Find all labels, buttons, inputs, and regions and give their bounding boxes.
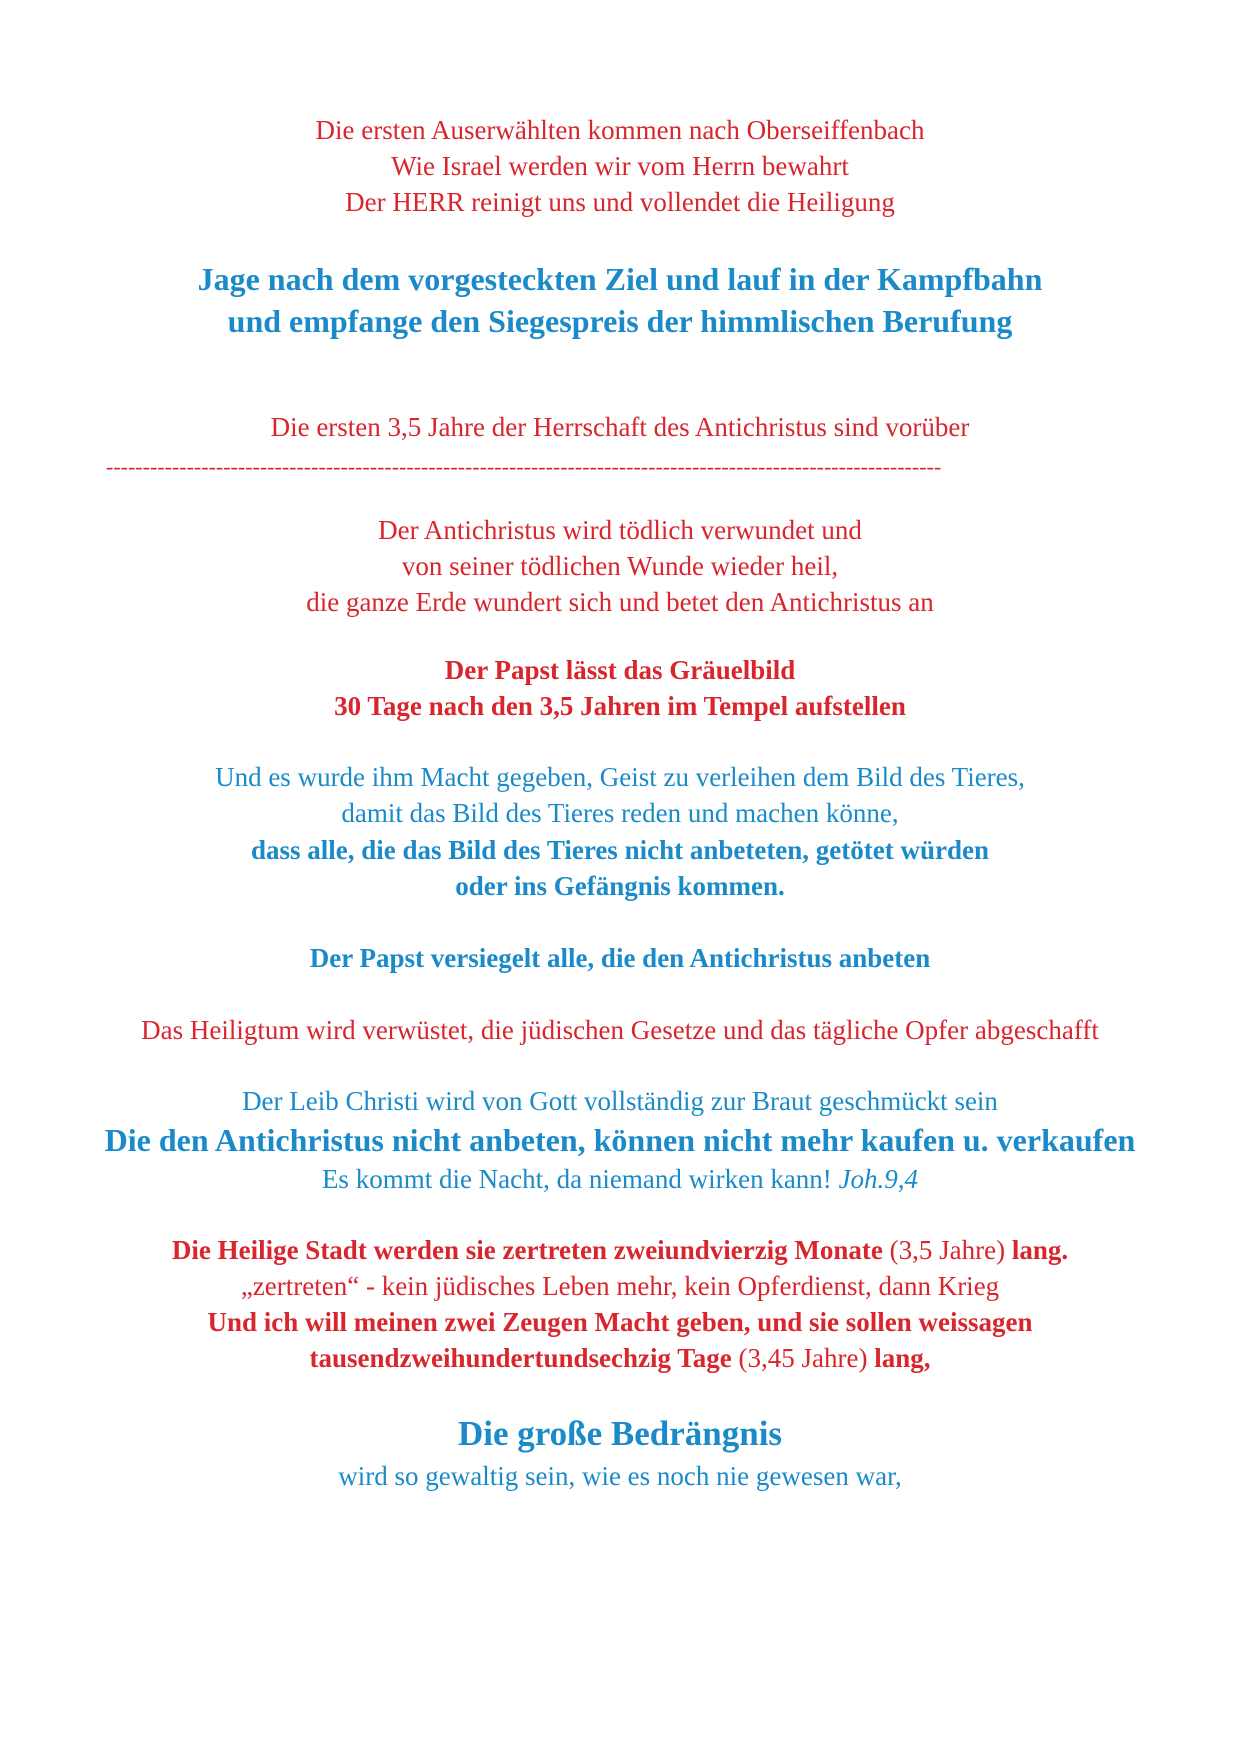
pope-image-line-1: Der Papst lässt das Gräuelbild (444, 655, 796, 685)
city-line-3: Und ich will meinen zwei Zeugen Macht geben, und sie sollen weissagen (207, 1307, 1033, 1337)
intro-line-2: Wie Israel werden wir vom Herrn bewahrt (391, 151, 849, 181)
wound-line-2: von seiner tödlichen Wunde wieder heil, (401, 551, 839, 581)
headline-line-2: und empfange den Siegespreis der himmlischen Berufung (227, 303, 1013, 339)
period-line: Die ersten 3,5 Jahre der Herrschaft des Antichristus sind vorüber (270, 412, 970, 442)
headline-line-1: Jage nach dem vorgesteckten Ziel und lauf in der Kampfbahn (197, 261, 1043, 297)
pope-image-line-2: 30 Tage nach den 3,5 Jahren im Tempel aufstellen (334, 691, 906, 721)
tribulation-line-1: wird so gewaltig sein, wie es noch nie gewesen war, (338, 1461, 902, 1491)
city-line-1-duration: (3,5 Jahre) (889, 1235, 1012, 1265)
intro-line-1: Die ersten Auserwählten kommen nach Oberseiffenbach (315, 115, 925, 145)
divider-line: ------------------------------------------------------------------------------------------------------------------ (106, 456, 942, 478)
city-line-2: „zertreten“ - kein jüdisches Leben mehr, kein Opferdienst, dann Krieg (240, 1271, 1000, 1301)
power-line-3: dass alle, die das Bild des Tieres nicht anbeteten, getötet würden (250, 835, 990, 865)
city-line-1-end: lang. (1011, 1235, 1069, 1265)
bride-line-3 (0, 1166, 1240, 1193)
city-line-4 (0, 1345, 1240, 1372)
city-line-1-text: Die Heilige Stadt werden sie zertreten zweiundvierzig Monate (171, 1235, 890, 1265)
bride-line-1: Der Leib Christi wird von Gott vollständig zur Braut geschmückt sein (242, 1086, 998, 1116)
bible-reference: Joh.9,4 (838, 1164, 919, 1194)
bride-line-2: Die den Antichristus nicht anbeten, können nicht mehr kaufen u. verkaufen (104, 1122, 1136, 1158)
intro-line-3: Der HERR reinigt uns und vollendet die Heiligung (345, 187, 895, 217)
city-line-4-duration: (3,45 Jahre) (738, 1343, 875, 1373)
power-line-2: damit das Bild des Tieres reden und machen könne, (341, 798, 899, 828)
seal-line: Der Papst versiegelt alle, die den Antichristus anbeten (309, 943, 931, 973)
city-line-1 (0, 1237, 1240, 1264)
sanctuary-line: Das Heiligtum wird verwüstet, die jüdischen Gesetze und das tägliche Opfer abgeschafft (141, 1015, 1099, 1045)
city-line-4-text: tausendzweihundertundsechzig Tage (309, 1343, 739, 1373)
bride-line-3-text: Es kommt die Nacht, da niemand wirken kann! (321, 1164, 839, 1194)
city-line-4-end: lang, (874, 1343, 931, 1373)
tribulation-title: Die große Bedrängnis (457, 1414, 783, 1453)
wound-line-3: die ganze Erde wundert sich und betet den Antichristus an (306, 587, 934, 617)
power-line-4: oder ins Gefängnis kommen. (455, 871, 785, 901)
wound-line-1: Der Antichristus wird tödlich verwundet und (378, 515, 862, 545)
power-line-1: Und es wurde ihm Macht gegeben, Geist zu verleihen dem Bild des Tieres, (215, 762, 1025, 792)
